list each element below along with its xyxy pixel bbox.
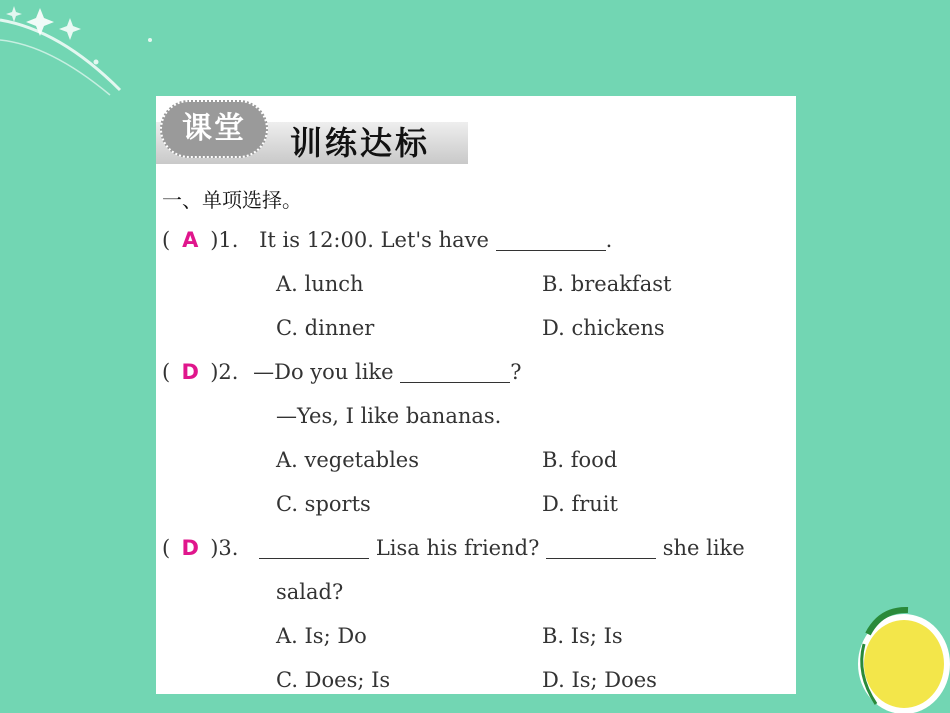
banner-title: 训练达标 xyxy=(290,124,431,162)
option-1c: C. dinner xyxy=(276,316,375,340)
question-2: ( D )2. —Do you like ? xyxy=(162,360,522,384)
answer-2: D xyxy=(181,360,199,384)
answer-1: A xyxy=(182,228,199,252)
section-title: 一、单项选择。 xyxy=(162,188,302,212)
lemon-decoration xyxy=(846,604,950,713)
option-1b: B. breakfast xyxy=(542,272,672,296)
option-3b: B. Is; Is xyxy=(542,624,623,648)
answer-blank xyxy=(259,538,369,559)
section-banner xyxy=(156,96,476,166)
option-1d: D. chickens xyxy=(542,316,665,340)
question-number-1: )1. xyxy=(210,228,239,252)
question-number-3: )3. xyxy=(210,536,239,560)
answer-blank xyxy=(546,538,656,559)
option-2b: B. food xyxy=(542,448,618,472)
option-3d: D. Is; Does xyxy=(542,668,657,692)
question-1: ( A )1. It is 12:00. Let's have . xyxy=(162,228,613,252)
option-3a: A. Is; Do xyxy=(276,624,367,648)
banner-badge: 课堂 xyxy=(160,100,268,158)
answer-blank xyxy=(496,230,606,251)
question-number-2: )2. xyxy=(210,360,239,384)
question-3-stem-end: she like xyxy=(662,536,745,560)
option-1a: A. lunch xyxy=(276,272,364,296)
option-2c: C. sports xyxy=(276,492,371,516)
option-3c: C. Does; Is xyxy=(276,668,391,692)
option-2a: A. vegetables xyxy=(276,448,420,472)
question-3-stem-cont: salad? xyxy=(276,580,344,604)
question-3-stem: Lisa his friend? xyxy=(375,536,540,560)
question-1-stem: It is 12:00. Let's have xyxy=(259,228,489,252)
answer-3: D xyxy=(181,536,199,560)
option-2d: D. fruit xyxy=(542,492,618,516)
question-2-reply: —Yes, I like bananas. xyxy=(276,404,502,428)
answer-blank xyxy=(400,362,510,383)
question-3: ( D )3. Lisa his friend? she like xyxy=(162,536,745,560)
question-2-stem: —Do you like xyxy=(253,360,394,384)
worksheet-panel xyxy=(156,96,796,694)
